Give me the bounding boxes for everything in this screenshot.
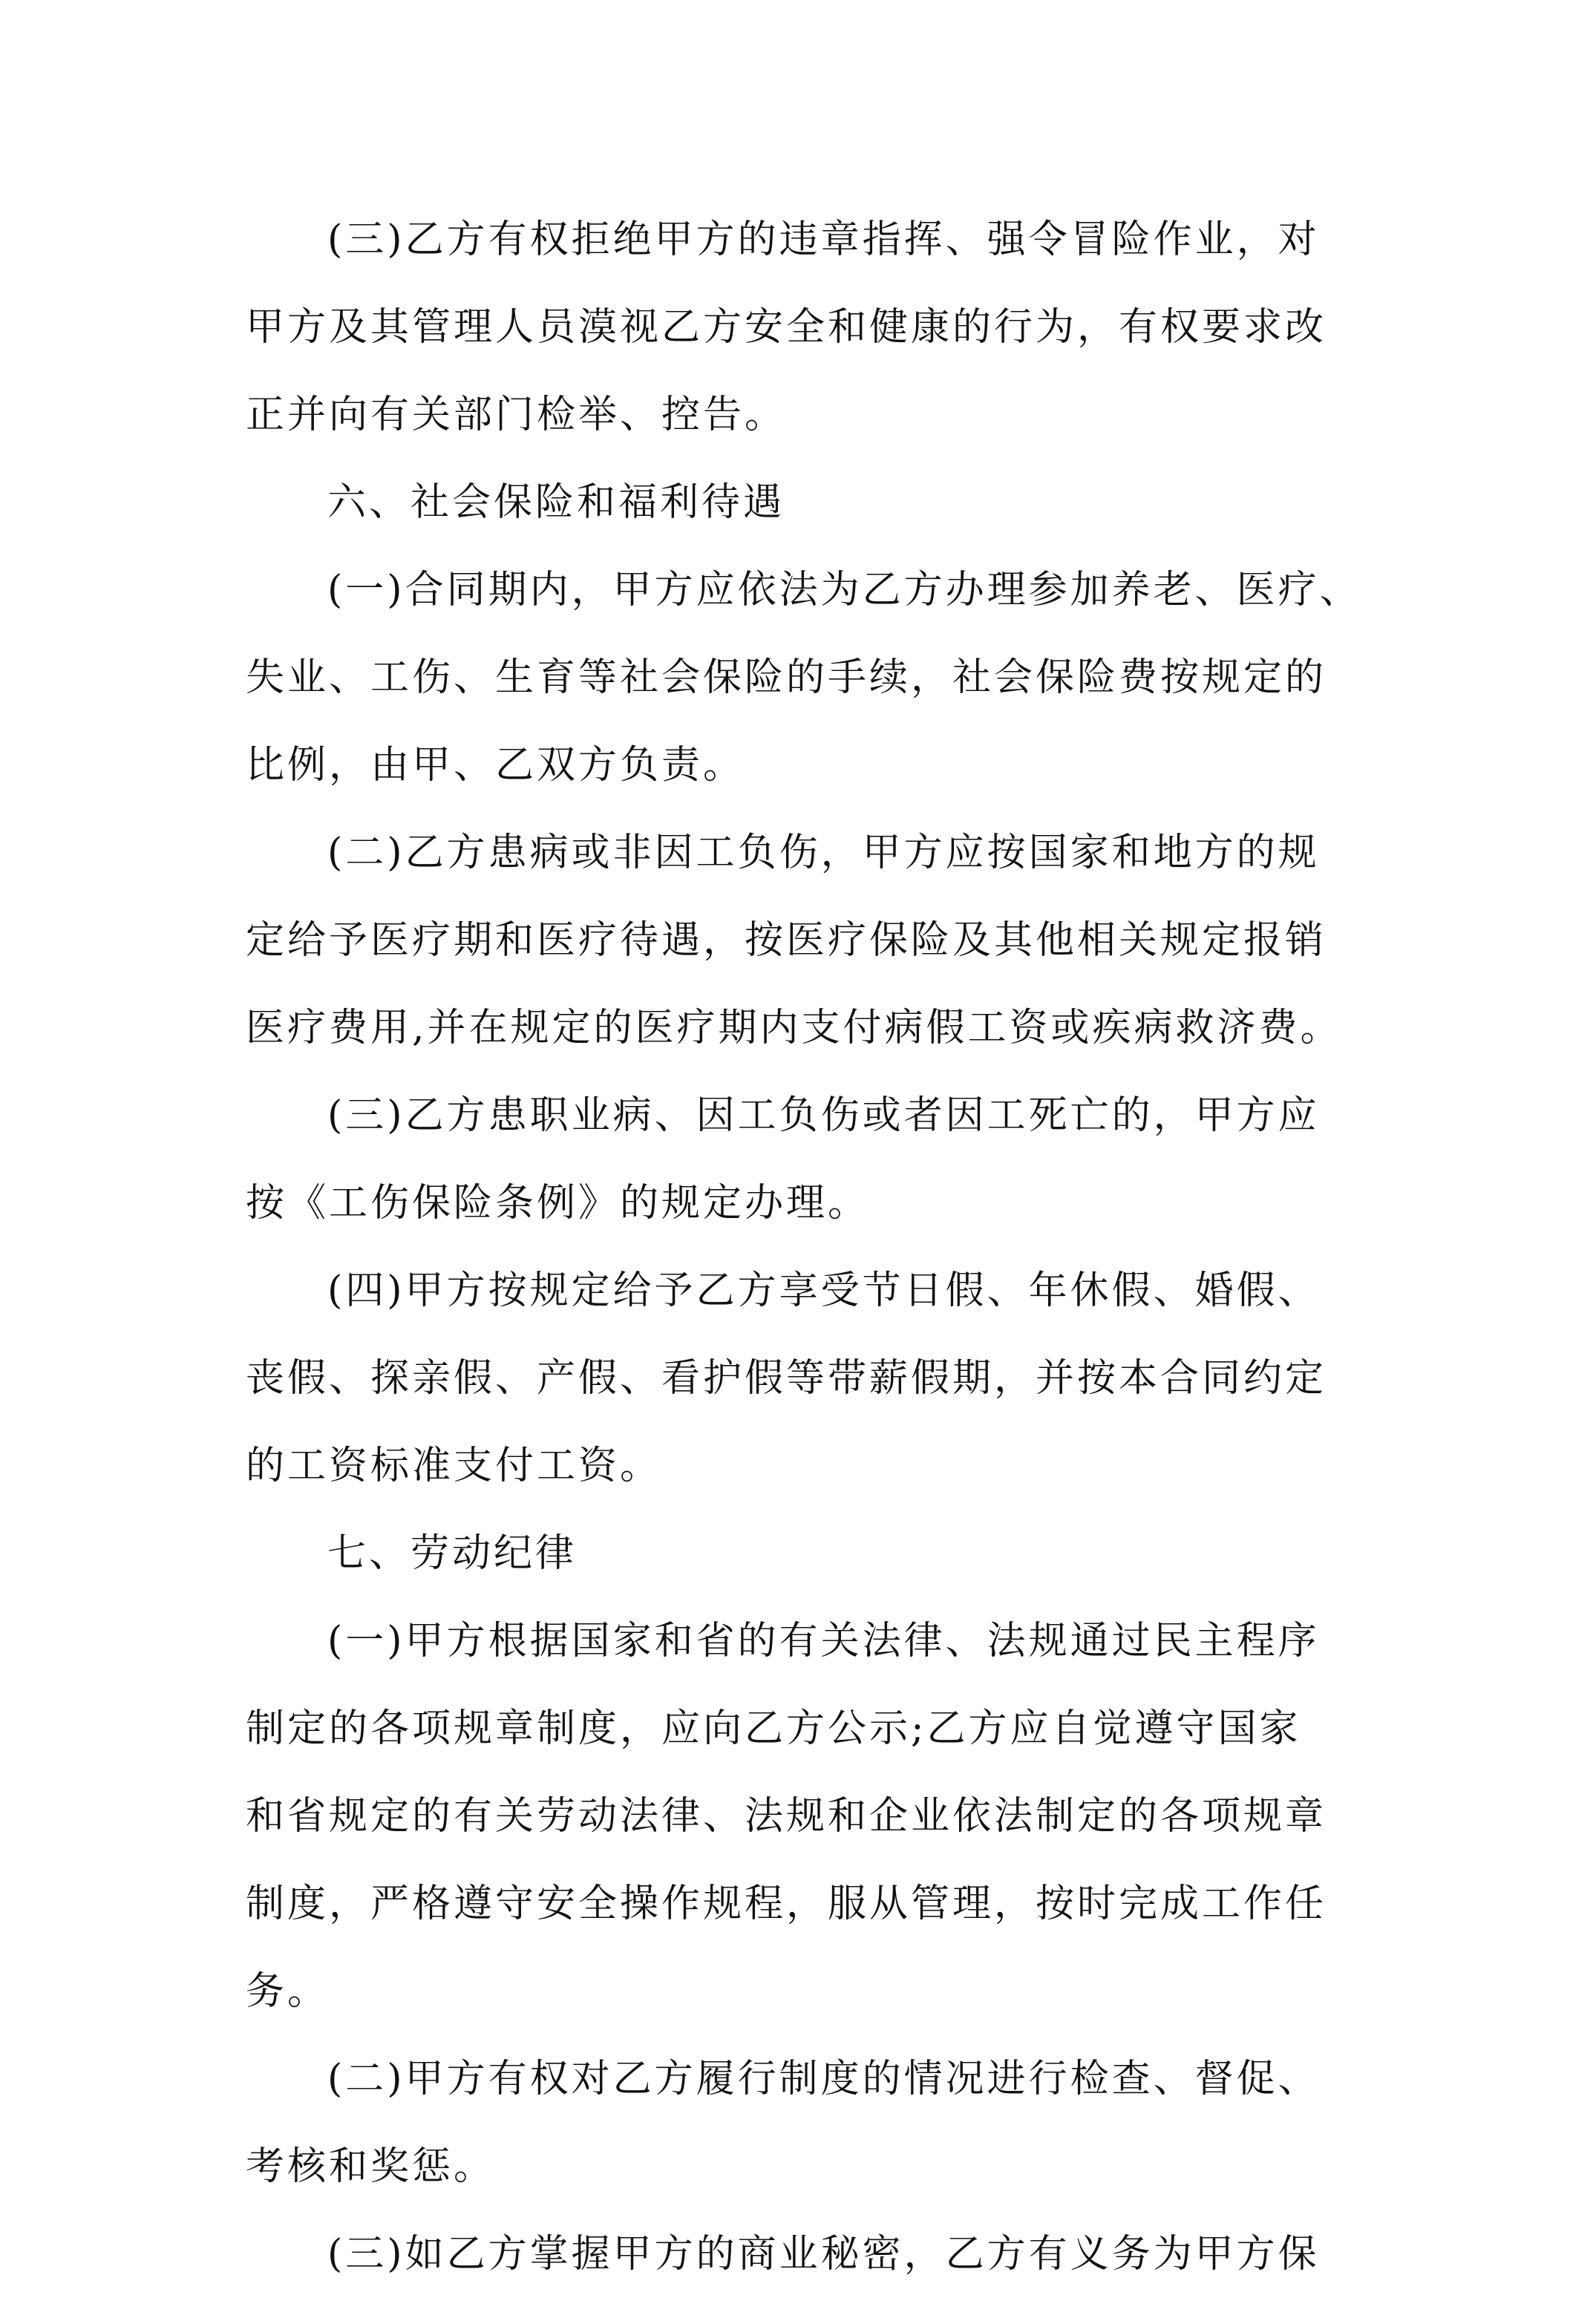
text-line: (四)甲方按规定给予乙方享受节日假、年休假、婚假、 — [327, 1269, 1320, 1313]
text-line: (一)甲方根据国家和省的有关法律、法规通过民主程序 — [327, 1619, 1320, 1663]
text-line: 比例，由甲、乙双方负责。 — [246, 743, 745, 788]
text-line: 丧假、探亲假、产假、看护假等带薪假期，并按本合同约定 — [246, 1356, 1327, 1401]
text-line: 务。 — [246, 1969, 330, 2014]
text-line: (三)如乙方掌握甲方的商业秘密，乙方有义务为甲方保 — [327, 2232, 1320, 2276]
text-line: 和省规定的有关劳动法律、法规和企业依法制定的各项规章 — [246, 1794, 1327, 1839]
text-line: 的工资标准支付工资。 — [246, 1444, 662, 1488]
text-line: 定给予医疗期和医疗待遇，按医疗保险及其他相关规定报销 — [246, 918, 1327, 963]
section-heading: 六、社会保险和福利待遇 — [327, 480, 785, 525]
text-line: 失业、工伤、生育等社会保险的手续，社会保险费按规定的 — [246, 655, 1327, 700]
text-line: 医疗费用,并在规定的医疗期内支付病假工资或疾病救济费。 — [246, 1006, 1342, 1050]
text-line: 制定的各项规章制度，应向乙方公示;乙方应自觉遵守国家 — [246, 1706, 1301, 1751]
document-body — [246, 196, 1367, 2298]
text-line: (二)乙方患病或非因工负伤，甲方应按国家和地方的规 — [327, 831, 1320, 875]
text-line: (一)合同期内，甲方应依法为乙方办理参加养老、医疗、 — [327, 568, 1361, 612]
text-line: 按《工伤保险条例》的规定办理。 — [246, 1181, 870, 1225]
text-line: (二)甲方有权对乙方履行制度的情况进行检查、督促、 — [327, 2057, 1320, 2101]
text-line: 制度，严格遵守安全操作规程，服从管理，按时完成工作任 — [246, 1882, 1327, 1926]
text-line: (三)乙方患职业病、因工负伤或者因工死亡的，甲方应 — [327, 1093, 1320, 1138]
text-line: 甲方及其管理人员漠视乙方安全和健康的行为，有权要求改 — [246, 305, 1327, 350]
text-line: 考核和奖惩。 — [246, 2144, 496, 2189]
text-line: (三)乙方有权拒绝甲方的违章指挥、强令冒险作业，对 — [327, 217, 1320, 262]
text-line: 正并向有关部门检举、控告。 — [246, 393, 787, 437]
section-heading: 七、劳动纪律 — [327, 1531, 578, 1576]
